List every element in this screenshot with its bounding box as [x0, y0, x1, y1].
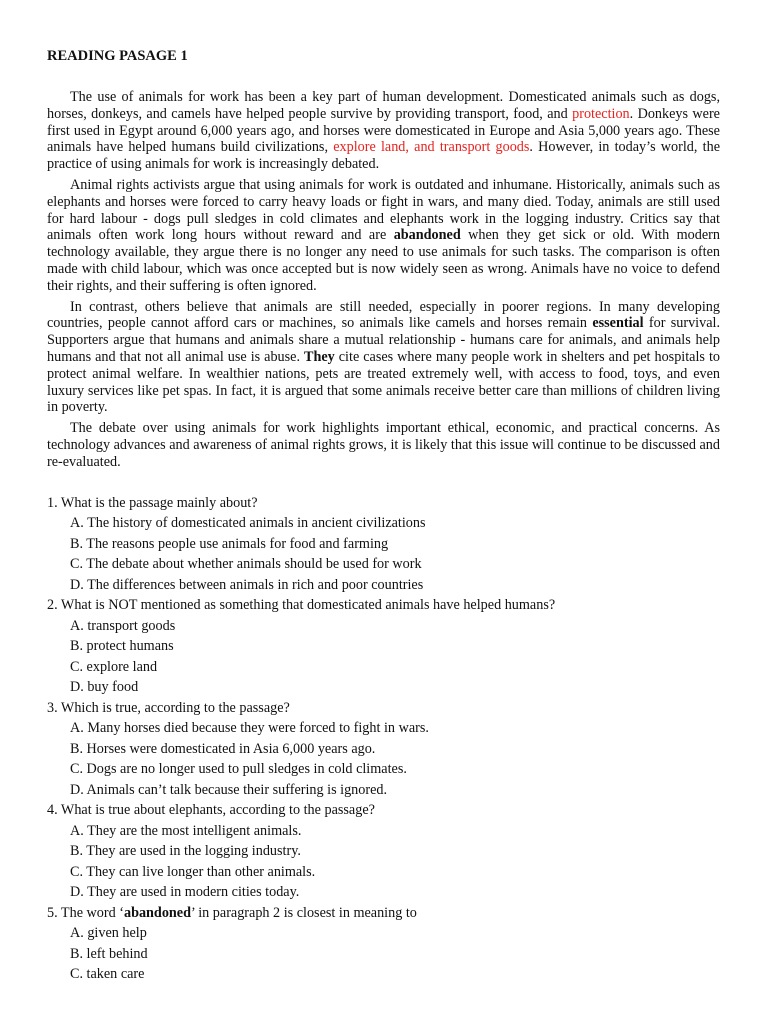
p1-text-a: The use of animals for work has been a key part of human development. Domesticated animals such as dogs, horses, donkeys, and camels have helped people survive by providing transport, food, and	[47, 89, 720, 122]
option-2a: A. transport goods	[70, 617, 176, 634]
option-5a: A. given help	[70, 925, 147, 942]
p3-text-c: for survival. Supporters argue that humans and animals share a mutual relationship - humans care for animals, and animals help humans and that not all animal use is abuse.	[47, 315, 720, 365]
p1-highlight-protection: protection	[572, 105, 630, 122]
paragraph-2	[47, 177, 720, 295]
option-3b: B. Horses were domesticated in Asia 6,000 years ago.	[70, 740, 376, 757]
option-4d: D. They are used in modern cities today.	[70, 884, 300, 901]
p1-highlight-explore: explore land, and transport goods	[333, 139, 530, 156]
paragraph-3	[47, 299, 720, 417]
option-5b: B. left behind	[70, 945, 148, 962]
option-1d: D. The differences between animals in rich and poor countries	[70, 576, 424, 593]
option-3d: D. Animals can’t talk because their suffering is ignored.	[70, 781, 388, 798]
p2-text-a: Animal rights activists argue that using animals for work is outdated and inhumane. Historically, animals such as elephants and horses were forced to carry heavy loads or fight in wars, and many died. Today, animals are still used for hard labour - dogs pull sledges in cold climates and elephants work in the logging industry. Critics say that animals often work long hours without reward and are	[47, 176, 720, 244]
question-5	[47, 903, 720, 924]
page-title: READING PASAGE 1	[47, 48, 188, 64]
p3-text-a: In contrast, others believe that animals are still needed, especially in poorer regions. In many developing countries, people cannot afford cars or machines, so animals like camels and horses remain	[47, 298, 720, 332]
option-1b: B. The reasons people use animals for food and farming	[70, 535, 389, 552]
p3-bold-essential: essential	[592, 315, 644, 332]
option-4c: C. They can live longer than other animals.	[70, 863, 316, 880]
p2-bold-abandoned: abandoned	[393, 227, 461, 244]
paragraph-4: The debate over using animals for work highlights important ethical, economic, and practical concerns. As technology advances and awareness of animal rights grows, it is likely that this issue will continue to be discussed and re-evaluated.	[47, 420, 720, 470]
p3-text-e: cite cases where many people work in shelters and pet hospitals to protect animal welfare. In wealthier nations, pets are treated extremely well, with access to food, toys, and even luxury services like pet spas. In fact, it is argued that some animals receive better care than millions of children living in poverty.	[47, 348, 720, 416]
reading-page	[47, 46, 720, 985]
option-2b: B. protect humans	[70, 638, 174, 655]
p3-bold-they: They	[304, 348, 335, 365]
question-4: 4. What is true about elephants, according to the passage?	[47, 802, 375, 819]
paragraph-1	[47, 89, 720, 173]
p2-text-c: when they get sick or old. With modern technology available, they argue there is no longer any need to use animals for such tasks. The comparison is often made with child labour, which was once accepted but is now widely seen as wrong. Animals have no voice to defend their rights, and their suffering is often ignored.	[47, 227, 720, 294]
option-5c: C. taken care	[70, 966, 145, 983]
p1-text-e: . However, in today’s world, the practice of using animals for work is increasingly debated.	[47, 139, 720, 173]
q5-bold-abandoned: abandoned	[123, 904, 191, 921]
option-4a: A. They are the most intelligent animals.	[70, 822, 302, 839]
option-1c: C. The debate about whether animals should be used for work	[70, 556, 422, 573]
option-3a: A. Many horses died because they were forced to fight in wars.	[70, 720, 429, 737]
option-4b: B. They are used in the logging industry.	[70, 843, 301, 860]
question-2: 2. What is NOT mentioned as something that domesticated animals have helped humans?	[47, 597, 556, 614]
option-2c: C. explore land	[70, 658, 158, 675]
question-3: 3. Which is true, according to the passage?	[47, 699, 290, 716]
question-list	[47, 493, 720, 985]
option-3c: C. Dogs are no longer used to pull sledges in cold climates.	[70, 761, 407, 778]
p1-text-c: . Donkeys were first used in Egypt around 6,000 years ago, and horses were domesticated in Europe and Asia 5,000 years ago. These animals have helped humans build civilizations,	[47, 105, 720, 156]
option-2d: D. buy food	[70, 679, 139, 696]
option-1a: A. The history of domesticated animals in ancient civilizations	[70, 515, 426, 532]
q5-text-pre: 5. The word ‘	[47, 904, 124, 921]
q5-text-post: ’ in paragraph 2 is closest in meaning to	[191, 904, 417, 921]
question-1: 1. What is the passage mainly about?	[47, 494, 258, 511]
